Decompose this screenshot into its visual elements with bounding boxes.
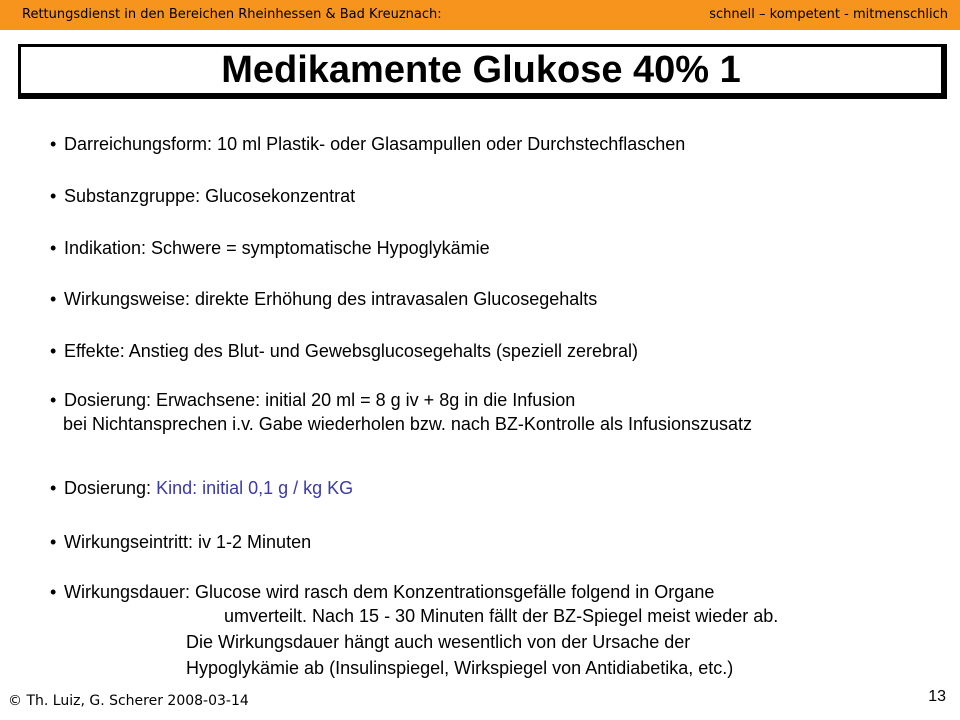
bullet: •	[50, 186, 57, 206]
list-item-wirkungsdauer-continuation-1	[224, 605, 778, 627]
list-item-indikation	[50, 237, 490, 259]
list-item-wirkungsdauer	[50, 581, 714, 603]
list-item-wirkungseintritt	[50, 531, 311, 553]
item-text: Wirkungsweise: direkte Erhöhung des intravasalen Glucosegehalts	[64, 289, 598, 309]
item-text: umverteilt. Nach 15 - 30 Minuten fällt der BZ-Spiegel meist wieder ab.	[224, 606, 779, 626]
list-item-wirkungsdauer-continuation-2	[186, 631, 690, 653]
header-slogan-text: schnell – kompetent - mitmenschlich	[709, 7, 948, 22]
bullet: •	[50, 134, 57, 154]
bullet: •	[50, 341, 57, 361]
page-number: 13	[928, 688, 946, 705]
item-text: Dosierung: Erwachsene: initial 20 ml = 8 g iv + 8g in die Infusion	[64, 390, 576, 410]
item-text: Darreichungsform: 10 ml Plastik- oder Glasampullen oder Durchstechflaschen	[64, 134, 686, 154]
title-box	[18, 44, 947, 99]
list-item-darreichung	[50, 133, 685, 155]
header-organization-text: Rettungsdienst in den Bereichen Rheinhessen & Bad Kreuznach:	[22, 7, 442, 22]
item-text: Substanzgruppe: Glucosekonzentrat	[64, 186, 356, 206]
item-text: Effekte: Anstieg des Blut- und Gewebsglucosegehalts (speziell zerebral)	[64, 341, 638, 361]
bullet: •	[50, 390, 57, 410]
item-text: Wirkungseintritt: iv 1-2 Minuten	[64, 532, 312, 552]
list-item-wirkungsdauer-continuation-3	[186, 657, 733, 679]
item-text: Hypoglykämie ab (Insulinspiegel, Wirkspiegel von Antidiabetika, etc.)	[186, 658, 734, 678]
list-item-dosierung-kind	[50, 477, 353, 499]
page-title: Medikamente Glukose 40% 1	[221, 49, 741, 91]
footer-copyright: © Th. Luiz, G. Scherer 2008-03-14	[8, 693, 249, 709]
item-text: Die Wirkungsdauer hängt auch wesentlich von der Ursache der	[186, 632, 691, 652]
bullet: •	[50, 238, 57, 258]
bullet: •	[50, 478, 57, 498]
list-item-dosierung-erwachsene	[50, 389, 575, 411]
item-text: Wirkungsdauer: Glucose wird rasch dem Konzentrationsgefälle folgend in Organe	[64, 582, 715, 602]
item-value-highlight: Kind: initial 0,1 g / kg KG	[156, 478, 354, 498]
item-text: Indikation: Schwere = symptomatische Hypoglykämie	[64, 238, 490, 258]
bullet: •	[50, 532, 57, 552]
list-item-substanz	[50, 185, 355, 207]
bullet: •	[50, 289, 57, 309]
list-item-dosierung-erwachsene-continuation	[63, 413, 752, 435]
item-text: bei Nichtansprechen i.v. Gabe wiederholen bzw. nach BZ-Kontrolle als Infusionszusatz	[63, 414, 753, 434]
item-label: Dosierung:	[64, 478, 157, 498]
bullet: •	[50, 582, 57, 602]
list-item-wirkungsweise	[50, 288, 597, 310]
header-bar	[0, 0, 960, 30]
list-item-effekte	[50, 340, 638, 362]
